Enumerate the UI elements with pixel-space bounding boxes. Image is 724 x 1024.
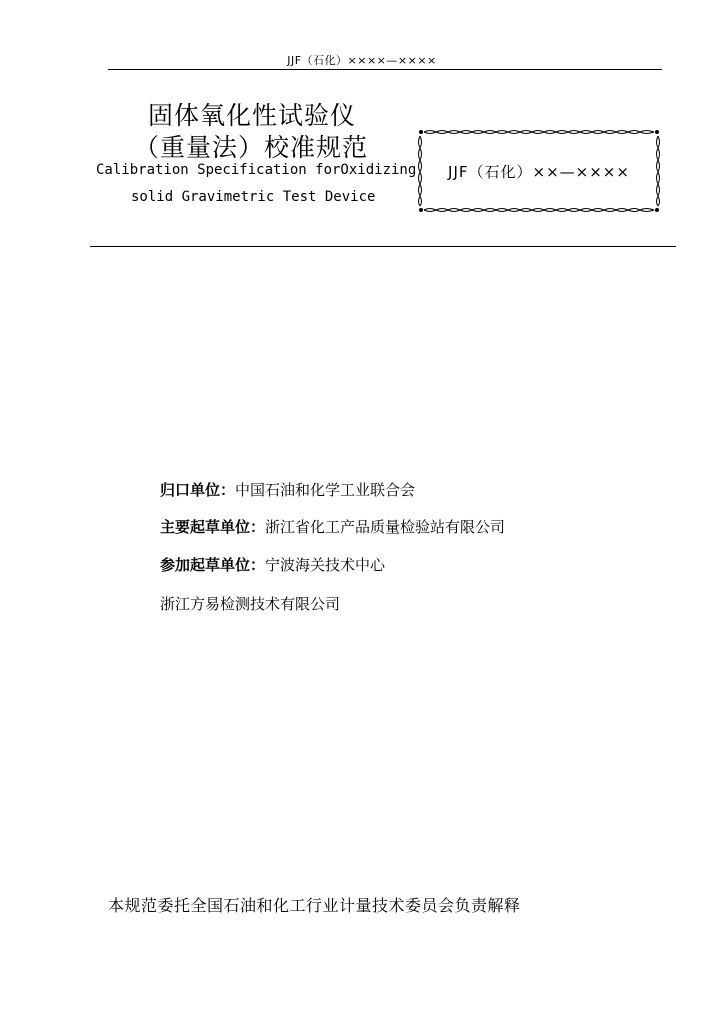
header-divider bbox=[108, 69, 662, 70]
org-value-participating-drafter-2: 浙江方易检测技术有限公司 bbox=[160, 595, 341, 613]
title-chinese-line-1: 固体氧化性试验仪 bbox=[148, 101, 357, 130]
org-line-responsible bbox=[160, 479, 415, 500]
title-english-line-2: solid Gravimetric Test Device bbox=[131, 189, 376, 205]
title-chinese-line-2: （重量法）校准规范 bbox=[134, 133, 369, 162]
header-standard-code: JJF（石化）××××—×××× bbox=[287, 54, 437, 67]
interpretation-note: 本规范委托全国石油和化工行业计量技术委员会负责解释 bbox=[108, 896, 521, 915]
org-value-participating-drafter: 宁波海关技术中心 bbox=[265, 556, 386, 574]
org-label-responsible: 归口单位： bbox=[160, 481, 236, 499]
org-label-main-drafter: 主要起草单位： bbox=[160, 518, 266, 536]
org-label-participating-drafter: 参加起草单位： bbox=[160, 556, 266, 574]
title-english-line-1: Calibration Specification forOxidizing bbox=[96, 162, 417, 178]
org-line-participating-drafter bbox=[160, 554, 385, 575]
org-line-main-drafter bbox=[160, 516, 505, 537]
org-line-participating-drafter-2 bbox=[160, 593, 340, 614]
title-divider bbox=[90, 246, 676, 247]
org-value-responsible: 中国石油和化学工业联合会 bbox=[235, 481, 416, 499]
standard-code-box bbox=[416, 128, 662, 214]
org-value-main-drafter: 浙江省化工产品质量检验站有限公司 bbox=[265, 518, 506, 536]
standard-code-box-text: JJF（石化）××—×××× bbox=[448, 162, 630, 181]
